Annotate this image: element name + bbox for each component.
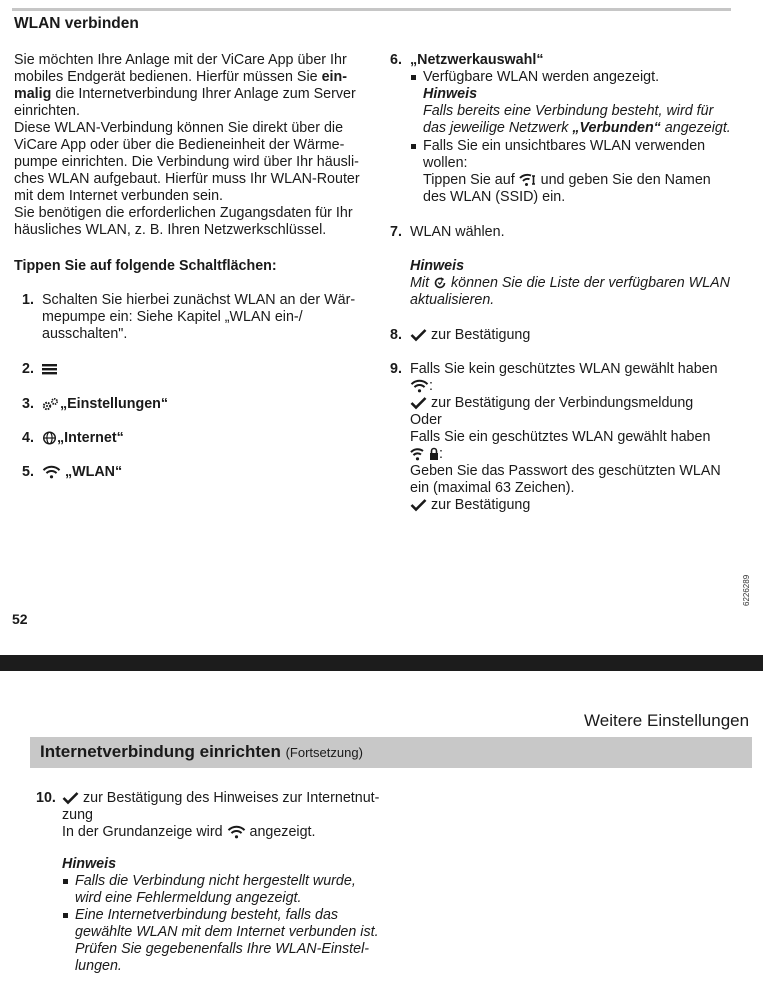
- wifi-icon: [42, 465, 61, 479]
- checkmark-icon: [410, 328, 427, 342]
- bullet-item: Falls Sie ein unsichtbares WLAN verwenden: [423, 138, 706, 154]
- hint-line: das jeweilige Netzwerk „Verbunden“ angezeigt.: [423, 120, 731, 136]
- step-9-text: [410, 361, 750, 514]
- bullet-line: Tippen Sie auf und geben Sie den Namen: [423, 172, 711, 188]
- page-separator: [0, 655, 763, 671]
- step-number: 3.: [22, 396, 34, 412]
- step-line: zur Bestätigung: [410, 497, 750, 514]
- bullet-item: Verfügbare WLAN werden angezeigt.: [423, 69, 660, 85]
- section-header: Weitere Einstellungen: [584, 711, 750, 730]
- step-number: 7.: [390, 224, 402, 240]
- intro-line: Sie möchten Ihre Anlage mit der ViCare App über Ihr: [14, 52, 347, 68]
- step-line: zung: [62, 807, 94, 823]
- step-2-text: [42, 361, 57, 378]
- step-number: 5.: [22, 464, 34, 480]
- doc-id: [742, 576, 752, 606]
- globe-icon: [42, 431, 57, 445]
- step-3-text: [42, 396, 168, 413]
- wifi-hidden-icon: [519, 173, 537, 187]
- hint-line: Falls bereits eine Verbindung besteht, wird für: [423, 103, 714, 119]
- intro-line: Sie benötigen die erforderlichen Zugangsdaten für Ihr: [14, 205, 353, 221]
- step-number: 2.: [22, 361, 34, 377]
- hint-heading: Hinweis: [410, 258, 465, 274]
- intro-line: mobiles Endgerät bedienen. Hierfür müssen Sie ein-: [14, 69, 347, 85]
- step-4-text: [42, 430, 124, 447]
- step-line: Oder: [410, 412, 442, 428]
- intro-line: einrichten.: [14, 103, 80, 119]
- hint-heading: Hinweis: [62, 856, 117, 872]
- hint-heading: Hinweis: [423, 86, 478, 102]
- step-6-label: „Netzwerkauswahl“: [410, 52, 544, 68]
- checkmark-icon: [410, 498, 427, 512]
- intro-line: pumpe einrichten. Die Verbindung wird über Ihr häusli-: [14, 154, 359, 170]
- bullet-line: des WLAN (SSID) ein.: [423, 189, 566, 205]
- refresh-icon: [433, 276, 447, 290]
- step-line: zur Bestätigung des Hinweises zur Internetnut-: [62, 790, 392, 807]
- step-label: „WLAN“: [64, 464, 123, 480]
- step-line: Falls Sie ein geschütztes WLAN gewählt haben: [410, 429, 711, 445]
- wifi-icon: [227, 825, 246, 839]
- section-title: Internetverbindung einrichten (Fortsetzung): [40, 742, 363, 761]
- bullet-item: Falls die Verbindung nicht hergestellt wurde,: [75, 873, 356, 889]
- step-line: Geben Sie das Passwort des geschützten WLAN: [410, 463, 721, 479]
- menu-icon: [42, 362, 57, 376]
- step-line: :: [410, 446, 750, 463]
- bullet-item: Eine Internetverbindung besteht, falls das: [75, 907, 339, 923]
- intro-line: malig die Internetverbindung Ihrer Anlage zum Server: [14, 86, 356, 102]
- checkmark-icon: [62, 791, 79, 805]
- step-number: 9.: [390, 361, 402, 377]
- top-rule: [12, 8, 731, 11]
- step-5-text: [42, 464, 122, 481]
- checkmark-icon: [410, 396, 427, 410]
- hint-line: Mit können Sie die Liste der verfügbaren WLAN: [410, 275, 730, 291]
- step-number: 10.: [36, 790, 56, 806]
- intro-line: häusliches WLAN, z. B. Ihren Netzwerkschlüssel.: [14, 222, 327, 238]
- step-line: ein (maximal 63 Zeichen).: [410, 480, 575, 496]
- step-1-text: [42, 292, 372, 343]
- step-line: :: [410, 378, 750, 395]
- lock-icon: [429, 447, 439, 461]
- step-number: 8.: [390, 327, 402, 343]
- bullet-line: gewählte WLAN mit dem Internet verbunden ist.: [75, 924, 379, 940]
- step-number: 4.: [22, 430, 34, 446]
- step-line: Schalten Sie hierbei zunächst WLAN an der Wär-: [42, 292, 356, 308]
- bullet-line: Prüfen Sie gegebenenfalls Ihre WLAN-Einstel-: [75, 941, 370, 957]
- step-line: ausschalten".: [42, 326, 128, 342]
- page-title: WLAN verbinden: [14, 15, 139, 32]
- step-label: „Einstellungen“: [60, 396, 169, 412]
- doc-id-text: 6226289: [742, 574, 751, 606]
- step-number: 6.: [390, 52, 402, 68]
- step-line: mepumpe ein: Siehe Kapitel „WLAN ein-/: [42, 309, 303, 325]
- bullet-line: wird eine Fehlermeldung angezeigt.: [75, 890, 302, 906]
- wifi-icon: [410, 447, 429, 461]
- step-10-text: [62, 790, 392, 841]
- intro-text: [14, 52, 364, 239]
- intro-line: mit dem Internet verbunden sein.: [14, 188, 224, 204]
- step-8-text: zur Bestätigung: [410, 327, 530, 344]
- settings-gears-icon: [42, 397, 60, 411]
- step-label: „Internet“: [57, 430, 124, 446]
- intro-line: Diese WLAN-Verbindung können Sie direkt über die: [14, 120, 344, 136]
- step-line: In der Grundanzeige wird angezeigt.: [62, 824, 316, 840]
- intro-line: ches WLAN aufgebaut. Hierfür muss Ihr WLAN-Router: [14, 171, 360, 187]
- page-number: 52: [12, 611, 28, 627]
- intro-line: ViCare App oder über die Bedieneinheit der Wärme-: [14, 137, 345, 153]
- step-line: zur Bestätigung der Verbindungsmeldung: [410, 395, 750, 412]
- bullet-line: lungen.: [75, 958, 122, 974]
- step-number: 1.: [22, 292, 34, 308]
- step-7-label: WLAN wählen.: [410, 224, 505, 240]
- tap-heading: Tippen Sie auf folgende Schaltflächen:: [14, 258, 277, 274]
- step-line: Falls Sie kein geschütztes WLAN gewählt haben: [410, 361, 718, 377]
- hint-line: aktualisieren.: [410, 292, 495, 308]
- bullet-line: wollen:: [423, 155, 468, 171]
- wifi-icon: [410, 379, 429, 393]
